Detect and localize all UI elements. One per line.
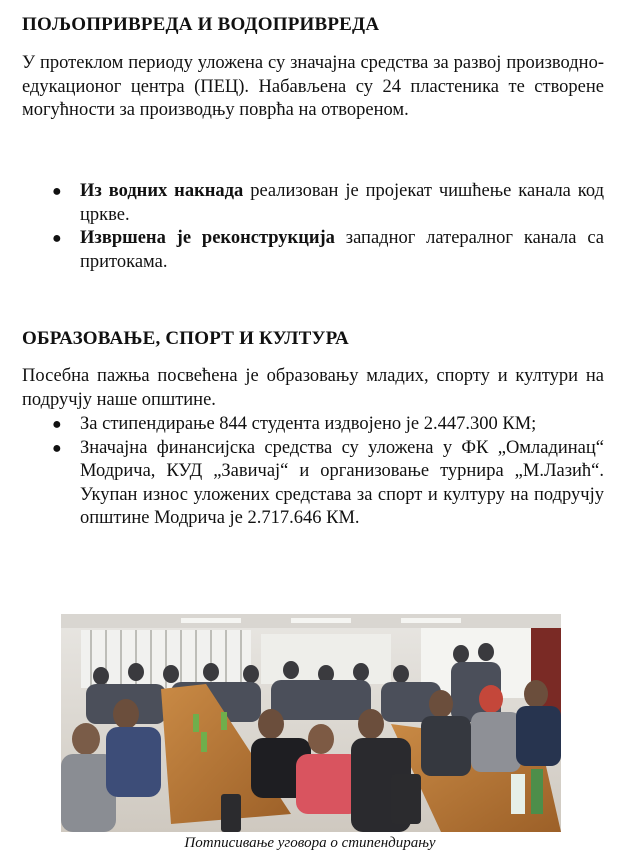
section-heading-education: ОБРАЗОВАЊЕ, СПОРТ И КУЛТУРА xyxy=(22,328,349,349)
paragraph-agriculture: У протеклом периоду уложена су значајна средства за развој производно-едукационог центра (ПЕЦ). Набављена су 24 пластеника те створене могућности за производњу поврћа на отвореном. xyxy=(22,53,604,120)
list-item xyxy=(52,413,604,437)
bullet-icon: ● xyxy=(52,230,62,247)
bold-phrase: Из водних накнада xyxy=(80,181,244,201)
bullet-text: За стипендирање 844 студента издвојено је 2.447.300 КМ; xyxy=(80,414,537,434)
bold-phrase: Извршена је реконструкција xyxy=(80,228,335,248)
bullet-icon: ● xyxy=(52,183,62,200)
bullet-text: Значајна финансијска средства су уложена у ФК „Омладинац“ Модрича, КУД „Завичај“ и организовање турнира „М.Лазић“. Укупан износ уложених средстава за спорт и културу на подручју општине Модрича је 2.717.646 КМ. xyxy=(80,437,604,528)
bullet-icon: ● xyxy=(52,416,62,433)
bullet-list-agriculture xyxy=(52,180,604,274)
photo-illustration xyxy=(61,614,561,832)
section-heading-agriculture: ПОЉОПРИВРЕДА И ВОДОПРИВРЕДА xyxy=(22,14,380,35)
scholarship-signing-photo xyxy=(61,614,561,832)
list-item xyxy=(52,227,604,274)
bullet-text: реализован је пројекат чишћење канала код цркве. xyxy=(80,181,604,225)
paragraph-education: Посебна пажња посвећена је образовању младих, спорту и култури на подручју наше општине. xyxy=(22,366,604,410)
list-item xyxy=(52,180,604,227)
bullet-list-education xyxy=(52,413,604,531)
photo-caption: Потписивање уговора о стипендирању xyxy=(184,835,436,851)
bullet-text: западног латералног канала са притокама. xyxy=(80,228,604,272)
list-item xyxy=(52,437,604,531)
bullet-icon: ● xyxy=(52,439,62,457)
